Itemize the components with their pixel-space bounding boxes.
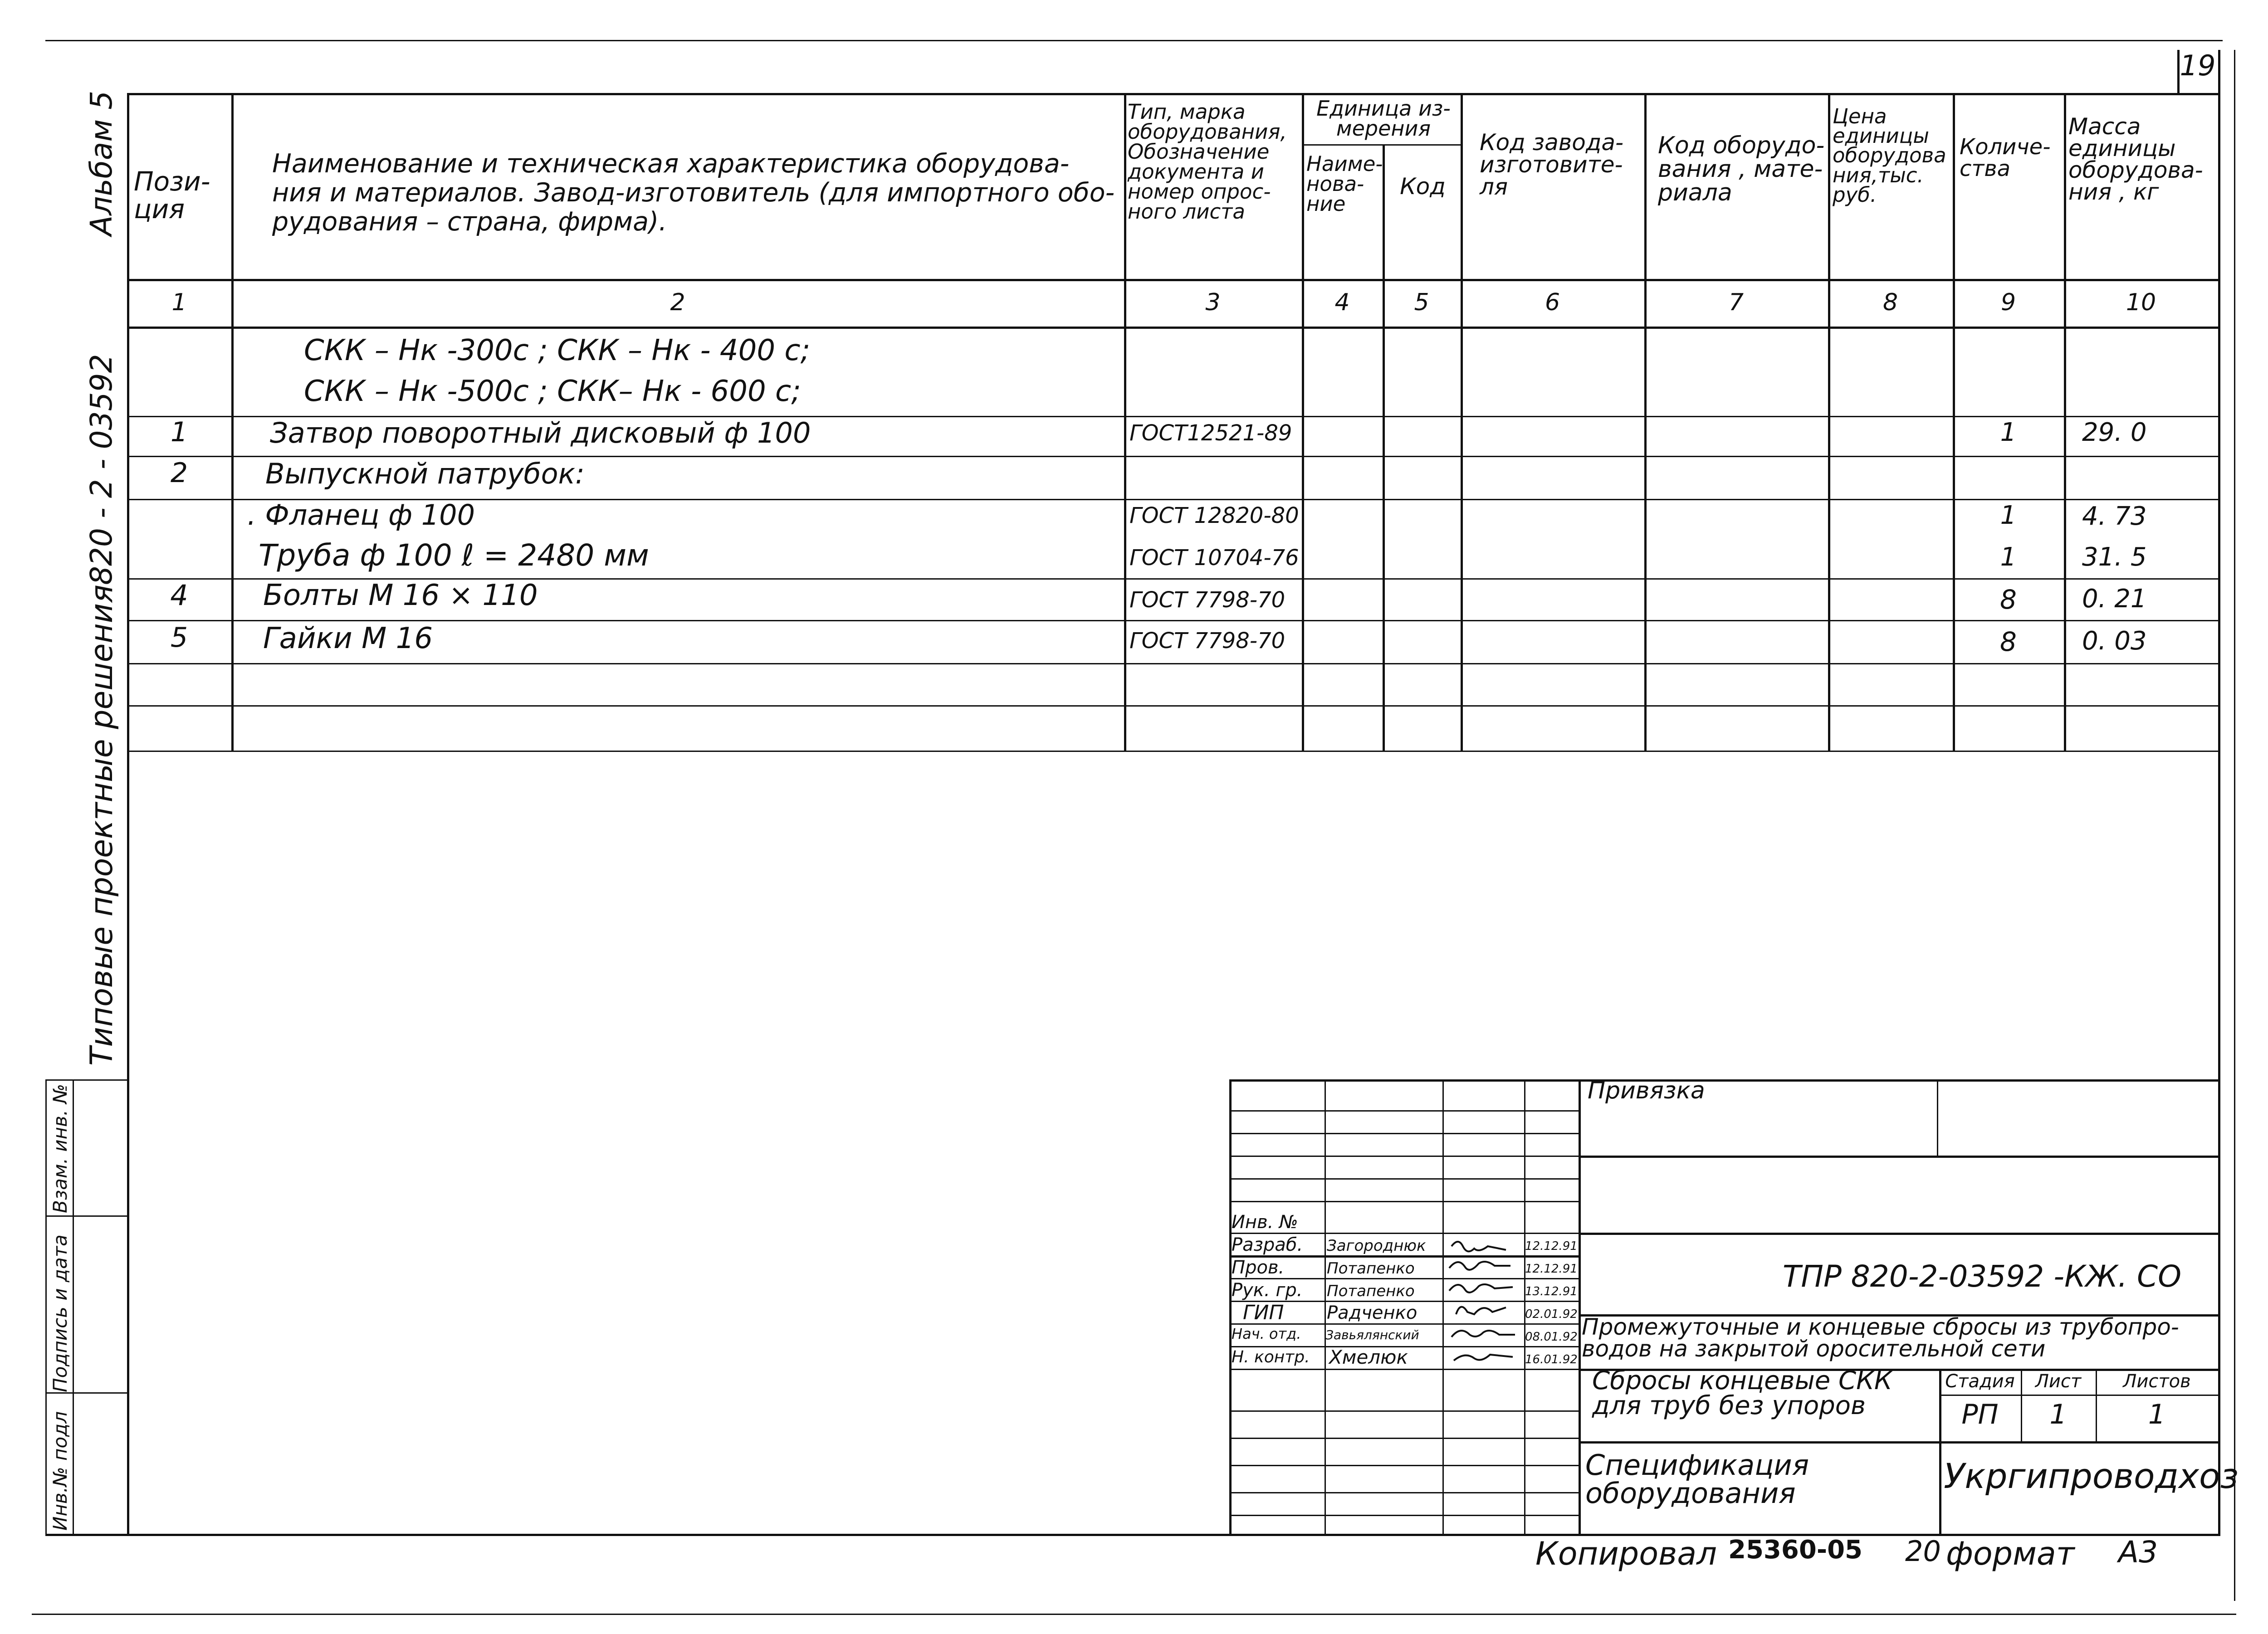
col-line	[1461, 93, 1463, 751]
row-name: Затвор поворотный дисковый ф 100	[270, 416, 811, 449]
row-name: СКК – Нк -300с ; СКК – Нк - 400 с;	[304, 334, 811, 367]
tb-sheet-title: Сбросы концевые СКК для труб без упоров	[1592, 1366, 1892, 1420]
tb-right-row	[1579, 1233, 2218, 1235]
tb-left-row	[1229, 1156, 1579, 1157]
tb-left-row	[1229, 1178, 1579, 1180]
row-quantity: 1	[2000, 418, 2017, 447]
header-quantity: Количе- ства	[1960, 134, 2051, 181]
row-doc: ГОСТ 12820-80	[1129, 503, 1299, 528]
footer-number: 25360-05	[1728, 1535, 1862, 1565]
bottom-edge-line	[32, 1614, 2236, 1615]
album-label: Альбам 5	[84, 90, 119, 236]
row-mass: 0. 21	[2082, 584, 2147, 614]
tb-person-name: Потапенко	[1327, 1282, 1415, 1300]
stamp-box-left	[45, 1079, 47, 1535]
tb-right-row	[1579, 1441, 2218, 1444]
colnum-6: 6	[1545, 289, 1560, 316]
tb-role: ГИП	[1243, 1301, 1284, 1324]
tb-date: 12.12.91	[1525, 1262, 1578, 1276]
row-quantity: 8	[2000, 626, 2017, 657]
row-position: 2	[170, 457, 188, 489]
tb-sheets: 1	[2148, 1399, 2166, 1430]
stamp-signature-date: Подпись и дата	[49, 1234, 71, 1392]
tb-left-row	[1229, 1438, 1579, 1439]
tb-left-row	[1229, 1201, 1579, 1202]
table-header-bottom	[127, 279, 2218, 281]
tb-date: 13.12.91	[1525, 1285, 1578, 1298]
col-line	[1383, 144, 1385, 751]
tb-left-row	[1229, 1110, 1579, 1112]
tb-privyazka-split	[1937, 1079, 1938, 1156]
table-colnum-bottom	[127, 327, 2218, 329]
tb-right-row	[1579, 1156, 2218, 1158]
tb-role: Н. контр.	[1232, 1348, 1310, 1366]
row-name: Болты М 16 × 110	[263, 579, 538, 612]
right-edge-line	[2234, 50, 2235, 1601]
tb-date: 12.12.91	[1525, 1239, 1578, 1253]
row-position: 5	[170, 622, 188, 654]
stamp-box-div2	[45, 1392, 127, 1394]
tb-left-row	[1229, 1369, 1579, 1370]
signatures-drawing	[1442, 1233, 1524, 1369]
tb-project: Промежуточные и концевые сбросы из трубопро- водов на закрытой оросительной сети	[1582, 1314, 2179, 1362]
footer-format-num: 20	[1905, 1535, 1941, 1568]
row-line	[127, 663, 2218, 664]
row-name: Гайки М 16	[263, 622, 433, 655]
tb-person-name: Потапенко	[1327, 1259, 1415, 1278]
tb-role: Разраб.	[1232, 1234, 1303, 1255]
row-quantity: 8	[2000, 584, 2017, 615]
row-mass: 0. 03	[2082, 626, 2147, 656]
series-label: Типовые проектные решения	[84, 585, 120, 1066]
row-position: 1	[170, 416, 188, 448]
tb-sheets-label: Листов	[2123, 1371, 2191, 1392]
frame-top	[127, 93, 2220, 95]
header-mass: Масса единицы оборудова- ния , кг	[2068, 113, 2203, 205]
frame-right	[2218, 50, 2220, 1535]
header-name: Наименование и техническая характеристика оборудова- ния и материалов. Завод-изготовитель (для импортного обо- рудования – страна, фирма).	[272, 149, 1115, 237]
header-unit-group: Единица из- мерения	[1316, 96, 1451, 141]
tb-doc-title: Спецификация оборудования	[1585, 1449, 1809, 1510]
tb-date: 16.01.92	[1525, 1353, 1578, 1366]
row-mass: 4. 73	[2082, 502, 2147, 531]
top-edge-line	[45, 40, 2223, 41]
col-line	[1828, 93, 1830, 751]
col-line	[2064, 93, 2066, 751]
tb-left-col	[1325, 1079, 1326, 1535]
tb-top	[1229, 1079, 2218, 1082]
header-equipment-code: Код оборудо- вания , мате- риала	[1658, 132, 1825, 206]
tb-stage: РП	[1961, 1399, 1999, 1430]
tb-left-row	[1229, 1410, 1579, 1412]
colnum-9: 9	[2000, 289, 2016, 316]
colnum-2: 2	[670, 289, 685, 316]
row-line	[127, 620, 2218, 621]
col-line	[231, 93, 234, 751]
row-line	[127, 751, 2218, 752]
footer-format: формат	[1946, 1535, 2075, 1572]
col-line	[1124, 93, 1126, 751]
tb-divider	[1579, 1079, 1581, 1535]
tb-person-name: Радченко	[1327, 1302, 1418, 1323]
row-doc: ГОСТ12521-89	[1129, 420, 1292, 446]
tb-left-row	[1229, 1278, 1579, 1279]
col-line	[1644, 93, 1647, 751]
header-position: Пози- ция	[134, 166, 210, 224]
row-line	[127, 705, 2218, 707]
tb-left-row	[1229, 1233, 1579, 1234]
header-unit-code: Код	[1400, 173, 1446, 200]
tb-person-name: Завьялянский	[1325, 1327, 1419, 1342]
row-mass: 29. 0	[2082, 418, 2147, 447]
col-line	[1302, 93, 1304, 751]
tb-stage-row	[1939, 1395, 2218, 1396]
tb-organization: Укргипроводхоз	[1944, 1456, 2239, 1496]
colnum-3: 3	[1205, 289, 1221, 316]
tb-left-row	[1229, 1465, 1579, 1466]
row-quantity: 1	[2000, 542, 2017, 572]
tb-person-name: Загороднюк	[1327, 1237, 1426, 1255]
tb-stage-split	[1939, 1369, 1941, 1535]
colnum-7: 7	[1728, 289, 1744, 316]
tb-left-row	[1229, 1515, 1579, 1516]
colnum-4: 4	[1334, 289, 1350, 316]
tb-privyazka: Привязка	[1588, 1077, 1705, 1104]
colnum-5: 5	[1414, 289, 1429, 316]
colnum-8: 8	[1882, 289, 1898, 316]
tb-sheet-label: Лист	[2035, 1371, 2082, 1392]
tb-doc-code: ТПР 820-2-03592 -КЖ. СО	[1783, 1259, 2182, 1294]
row-doc: ГОСТ 7798-70	[1129, 587, 1286, 613]
tb-stage-label: Стадия	[1945, 1371, 2015, 1392]
header-unit-name: Наиме- нова- ние	[1306, 152, 1383, 216]
tb-sheet: 1	[2049, 1399, 2067, 1430]
tb-role: Нач. отд.	[1232, 1325, 1301, 1342]
tb-date: 08.01.92	[1525, 1330, 1578, 1344]
stamp-inv-podl: Инв.№ подл	[49, 1411, 71, 1531]
stamp-box-top	[45, 1079, 127, 1081]
row-name: Труба ф 100 ℓ = 2480 мм	[259, 538, 649, 573]
unit-group-line	[1302, 144, 1461, 146]
frame-bottom	[45, 1534, 2220, 1536]
stamp-box-mid	[73, 1079, 74, 1535]
row-mass: 31. 5	[2082, 542, 2147, 572]
tb-role: Пров.	[1232, 1257, 1285, 1278]
tb-role: Рук. гр.	[1232, 1280, 1303, 1301]
tb-left	[1229, 1079, 1232, 1535]
colnum-10: 10	[2126, 289, 2156, 316]
tb-left-row	[1229, 1133, 1579, 1134]
row-name: Выпускной патрубок:	[265, 457, 585, 490]
row-name: . Фланец ф 100	[247, 498, 475, 532]
footer-copied: Копировал	[1535, 1535, 1717, 1572]
stamp-box-div1	[45, 1215, 127, 1217]
row-doc: ГОСТ 7798-70	[1129, 628, 1286, 654]
row-position: 4	[170, 579, 188, 612]
footer-size: А3	[2118, 1535, 2158, 1570]
row-name: СКК – Нк -500с ; СКК– Нк - 600 с;	[304, 375, 801, 408]
stamp-vzam-inv: Взам. инв. №	[49, 1083, 71, 1213]
colnum-1: 1	[171, 289, 187, 316]
tb-left-row	[1229, 1492, 1579, 1493]
header-type: Тип, марка оборудования, Обозначение документа и номер опрос- ного листа	[1128, 100, 1287, 224]
header-plant-code: Код завода- изготовите- ля	[1480, 129, 1624, 200]
tb-person-name: Хмелюк	[1329, 1346, 1408, 1368]
header-price: Цена единицы оборудова ния,тыс. руб.	[1833, 104, 1946, 207]
row-quantity: 1	[2000, 501, 2017, 530]
side-doc-code: 820 - 2 - 03592	[84, 354, 119, 585]
tb-date: 02.01.92	[1525, 1307, 1578, 1321]
tb-inv-label: Инв. №	[1232, 1212, 1298, 1233]
page-number: 19	[2180, 49, 2216, 82]
row-doc: ГОСТ 10704-76	[1129, 545, 1299, 571]
